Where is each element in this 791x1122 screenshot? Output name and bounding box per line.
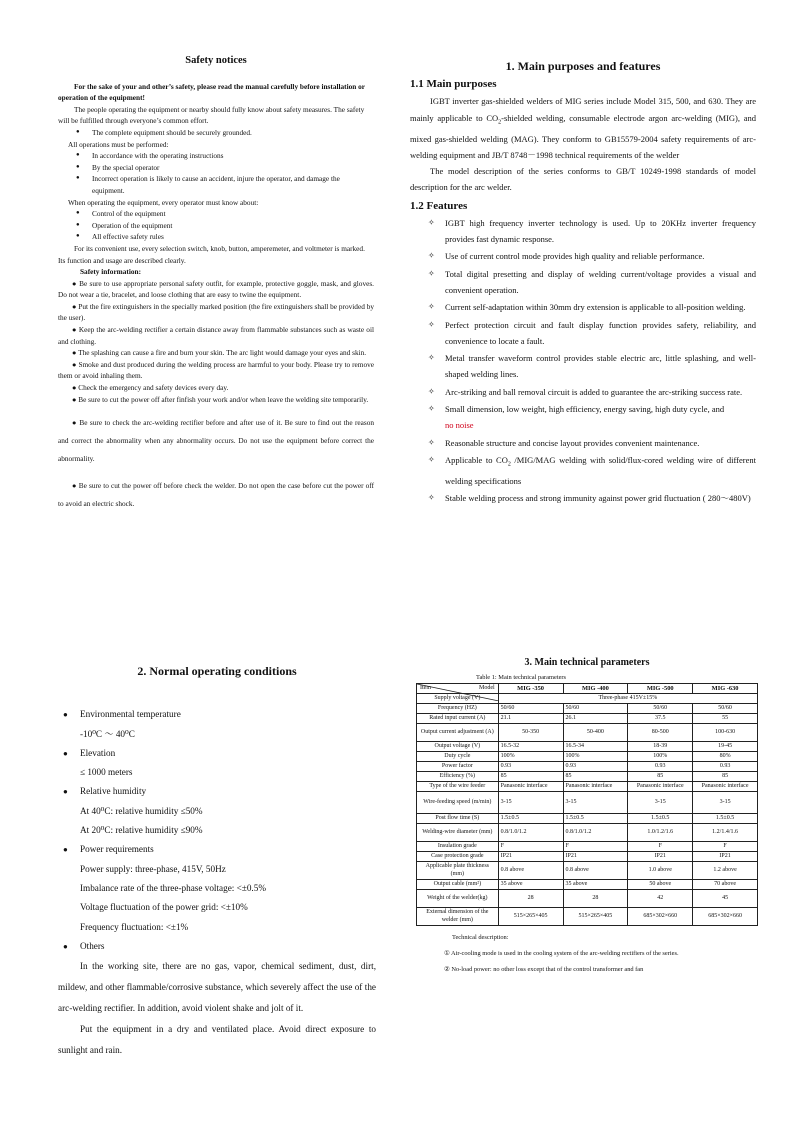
safety-intro: For the sake of your and other’s safety, please read the manual carefully before installation or operation of the equipment!: [58, 81, 365, 103]
table-cell: 0.93: [628, 762, 693, 772]
table-row: [417, 782, 758, 792]
table-cell: F: [693, 842, 758, 852]
table-cell: 100%: [498, 752, 563, 762]
table-cell: 35 above: [498, 880, 563, 890]
feature-item: ✧ Current self-adaptation within 30mm dry extension is applicable to all-position welding.: [410, 299, 756, 315]
condition-others-text: In the working site, there are no gas, vapor, chemical sediment, dust, dirt, mildew, and other flammable/corrosive substance, which severely affect the use of the arc-welding rectifier. In addition, avoid violent shake and jolt of it.: [58, 961, 376, 1014]
table-row: [417, 742, 758, 752]
table-cell: 80-500: [628, 724, 693, 742]
table-cell: 515×265×405: [563, 908, 628, 926]
technical-parameters-section: [416, 657, 758, 978]
table-cell: 0.93: [498, 762, 563, 772]
table-cell: 35 above: [563, 880, 628, 890]
safety-info-item: ● Be sure to cut the power off after finfish your work and/or when leave the welding site temporarily.: [72, 394, 369, 404]
condition-others-text: Put the equipment in a dry and ventilated place. Avoid direct exposure to sunlight and rain.: [58, 1024, 376, 1056]
header-item-label: Item: [420, 684, 431, 691]
header-model-label: Model: [479, 685, 495, 691]
safety-paragraph: For its convenient use, every selection switch, knob, button, amperemeter, and voltmeter is marked. Its function and usage are described clearly.: [58, 243, 365, 265]
purposes-features-section: [410, 58, 756, 508]
note-item: ② No-load power: no other loss except that of the control transformer and fan: [444, 966, 644, 973]
safety-bullet: ● By the special operator: [58, 162, 374, 174]
table-cell: 16.5-32: [498, 742, 563, 752]
table-cell: 685×302×660: [628, 908, 693, 926]
technical-notes: [444, 930, 758, 978]
table-cell: 18-39: [628, 742, 693, 752]
table-cell: 50 above: [628, 880, 693, 890]
table-cell: 0.93: [563, 762, 628, 772]
table-cell: 1.0 above: [628, 862, 693, 880]
table-cell: 50/60: [563, 704, 628, 714]
table-row: [417, 752, 758, 762]
safety-notices-title: Safety notices: [185, 55, 247, 66]
table-cell: 0.8/1.0/1.2: [563, 824, 628, 842]
feature-item: ✧ Applicable to $CO_2$ /MIG/MAG welding with solid/flux-cored welding wire of different welding specifications: [410, 452, 756, 489]
table-cell: 0.8 above: [498, 862, 563, 880]
table-corner-header: [417, 684, 499, 694]
feature-item: ✧ Reasonable structure and concise layout provides convenient maintenance.: [410, 435, 756, 451]
model-header: MIG -500: [628, 684, 693, 694]
table-cell: 42: [628, 890, 693, 908]
row-label: Output current adjustment (A): [417, 724, 499, 742]
table-cell: 19-45: [693, 742, 758, 752]
operating-conditions-section: [58, 662, 376, 1061]
table-cell: 37.5: [628, 714, 693, 724]
safety-info-title: Safety information:: [80, 267, 142, 277]
table-cell: 1.5±0.5: [563, 814, 628, 824]
row-label: Efficiency (%): [417, 772, 499, 782]
condition-power-value: Voltage fluctuation of the power grid: <±10%: [80, 902, 248, 913]
section2-title: 2. Normal operating conditions: [137, 664, 297, 678]
note-title: Technical description:: [452, 934, 509, 941]
condition-humidity-label: ● Relative humidity: [58, 782, 376, 801]
table-cell: IP21: [563, 852, 628, 862]
condition-power-label: ● Power requirements: [58, 840, 376, 859]
table-cell: F: [563, 842, 628, 852]
section1-title: 1. Main purposes and features: [505, 59, 661, 73]
table-cell: 85: [563, 772, 628, 782]
row-label: Power factor: [417, 762, 499, 772]
features-heading: 1.2 Features: [410, 199, 468, 212]
safety-info-item: ● Keep the arc-welding rectifier a certain distance away from flammable substances such as waste oil and clothing.: [58, 325, 374, 346]
row-label: Output cable (mm²): [417, 880, 499, 890]
condition-elev-value: ≤ 1000 meters: [80, 767, 133, 778]
row-label: Weight of the welder(kg): [417, 890, 499, 908]
table-cell: 3-15: [563, 792, 628, 814]
row-label: Output voltage (V): [417, 742, 499, 752]
feature-item: ✧ Small dimension, low weight, high efficiency, energy saving, high duty cycle, and no noise: [410, 401, 756, 434]
safety-bullet: ● All effective safety rules: [58, 231, 374, 243]
safety-notices-section: [58, 55, 374, 513]
table-cell: 0.8 above: [563, 862, 628, 880]
safety-bullet: ● Operation of the equipment: [58, 220, 374, 232]
feature-item: ✧ Arc-striking and ball removal circuit is added to guarantee the arc-striking success rate.: [410, 384, 756, 400]
note-item: ① Air-cooling mode is used in the cooling system of the arc-welding rectifiers of the series.: [444, 950, 679, 957]
table-cell: 55: [693, 714, 758, 724]
table-cell: 28: [498, 890, 563, 908]
safety-info-item: ● Be sure to check the arc-welding rectifier before and after use of it. Be sure to find out the reason and correct the abnormality when any abnormality occurs. Do not use the equipment before correct the abnormality.: [58, 418, 374, 464]
parameters-table: [416, 683, 758, 926]
purposes-paragraph: IGBT inverter gas-shielded welders of MIG series include Model 315, 500, and 630. They are mainly applicable to $CO_2$-shielded welding, consumable electrode argon arc-welding (MIG), and mixed gas-shielded welding (MAG). They conform to GB15579-2004 safety requirements of arc-welding equipment and JB/T 8748－1998 technical requirements of the welder: [410, 96, 757, 160]
section3-title: 3. Main technical parameters: [524, 657, 650, 668]
table-row: [417, 772, 758, 782]
table-cell: Panasonic interface: [563, 782, 628, 792]
feature-item: ✧ Use of current control mode provides high quality and reliable performance.: [410, 248, 756, 264]
supply-voltage-value: Three-phase 415V±15%: [498, 694, 757, 704]
table-cell: 16.5-34: [563, 742, 628, 752]
table-cell: 50/60: [693, 704, 758, 714]
row-label: Supply voltage (V): [417, 694, 499, 704]
model-header: MIG -350: [498, 684, 563, 694]
table-cell: 45: [693, 890, 758, 908]
row-label: Insulation grade: [417, 842, 499, 852]
row-label: Frequency (HZ): [417, 704, 499, 714]
table-row: [417, 762, 758, 772]
table-cell: 1.5±0.5: [628, 814, 693, 824]
condition-others-label: ● Others: [58, 937, 376, 956]
table-cell: 80%: [693, 752, 758, 762]
purposes-paragraph: The model description of the series conforms to GB/T 10249-1998 standards of model description for the arc welder.: [410, 166, 756, 193]
table-row: [417, 862, 758, 880]
row-label: External dimension of the welder (mm): [417, 908, 499, 926]
table-cell: Panasonic interface: [498, 782, 563, 792]
row-label: Type of the wire feeder: [417, 782, 499, 792]
row-label: Rated input current (A): [417, 714, 499, 724]
feature-item: ✧ Stable welding process and strong immunity against power grid fluctuation ( 280～480V): [410, 490, 756, 506]
table-cell: 100%: [628, 752, 693, 762]
condition-power-value: Imbalance rate of the three-phase voltage: <±0.5%: [80, 882, 266, 893]
table-cell: 21.1: [498, 714, 563, 724]
table-row: [417, 890, 758, 908]
condition-env-value: -10⁰C ～ 40⁰C: [80, 728, 135, 739]
table-cell: IP21: [628, 852, 693, 862]
table-caption: Table 1: Main technical parameters: [476, 674, 567, 681]
safety-info-item: ● The splashing can cause a fire and burn your skin. The arc light would damage your eyes and skin.: [72, 348, 367, 358]
table-cell: 50/60: [628, 704, 693, 714]
table-cell: Panasonic interface: [628, 782, 693, 792]
table-row: [417, 792, 758, 814]
table-cell: 1.0/1.2/1.6: [628, 824, 693, 842]
row-label: Welding-wire diameter (mm): [417, 824, 499, 842]
row-label: Post flow time (S): [417, 814, 499, 824]
condition-env-label: ● Environmental temperature: [58, 705, 376, 724]
safety-paragraph: When operating the equipment, every operator must know about:: [68, 197, 259, 207]
table-cell: IP21: [498, 852, 563, 862]
condition-humidity-value: At 40⁰C: relative humidity ≤50%: [80, 805, 203, 816]
table-row: [417, 814, 758, 824]
table-cell: 26.1: [563, 714, 628, 724]
table-cell: 3-15: [693, 792, 758, 814]
model-header: MIG -400: [563, 684, 628, 694]
table-cell: 1.2/1.4/1.6: [693, 824, 758, 842]
condition-elev-label: ● Elevation: [58, 744, 376, 763]
table-cell: 515×265×405: [498, 908, 563, 926]
model-header: MIG -630: [693, 684, 758, 694]
table-cell: F: [628, 842, 693, 852]
safety-info-item: ● Be sure to cut the power off before check the welder. Do not open the case before cut the power off to avoid an electric shock.: [58, 481, 375, 509]
no-noise-highlight: no noise: [445, 420, 474, 431]
table-cell: 100-630: [693, 724, 758, 742]
table-cell: 1.2 above: [693, 862, 758, 880]
table-cell: 3-15: [628, 792, 693, 814]
table-cell: 50-400: [563, 724, 628, 742]
table-cell: 1.5±0.5: [498, 814, 563, 824]
main-purposes-heading: 1.1 Main purposes: [410, 78, 497, 91]
condition-power-value: Frequency fluctuation: <±1%: [80, 921, 189, 932]
safety-paragraph: All operations must be performed:: [68, 139, 169, 149]
safety-bullet: ● In accordance with the operating instructions: [58, 150, 374, 162]
table-row: [417, 842, 758, 852]
table-row: [417, 714, 758, 724]
condition-power-value: Power supply: three-phase, 415V, 50Hz: [80, 863, 226, 874]
safety-info-item: ● Smoke and dust produced during the welding process are harmful to your body. Please try to remove them or avoid inhaling them.: [58, 359, 375, 381]
safety-bullet: ● Incorrect operation is likely to cause an accident, injure the operator, and damage the equipment.: [58, 173, 374, 196]
safety-bullet: ● The complete equipment should be securely grounded.: [58, 127, 374, 139]
table-row: [417, 824, 758, 842]
table-cell: 0.8/1.0/1.2: [498, 824, 563, 842]
safety-info-item: ● Be sure to use appropriate personal safety outfit, for example, protective goggle, mask, and gloves. Do not wear a tie, bracelet, and loose clothing that are easy to twine the equipment.: [58, 278, 374, 300]
table-cell: 50/60: [498, 704, 563, 714]
table-cell: 685×302×660: [693, 908, 758, 926]
table-row: [417, 908, 758, 926]
safety-paragraph: The people operating the equipment or nearby should fully know about safety measures. The safety will be fulfilled through everyone’s common effort.: [58, 104, 365, 126]
feature-item: ✧ IGBT high frequency inverter technology is used. Up to 20KHz inverter frequency provides fast dynamic response.: [410, 215, 756, 248]
safety-info-item: ● Check the emergency and safety devices every day.: [72, 383, 229, 393]
feature-item: ✧ Metal transfer waveform control provides stable electric arc, little splashing, and well-shaped welding lines.: [410, 350, 756, 383]
table-cell: 85: [628, 772, 693, 782]
row-label: Duty cycle: [417, 752, 499, 762]
table-cell: 0.93: [693, 762, 758, 772]
table-cell: 50-350: [498, 724, 563, 742]
table-row: [417, 724, 758, 742]
table-row: [417, 704, 758, 714]
table-cell: 70 above: [693, 880, 758, 890]
table-row: [417, 852, 758, 862]
table-cell: IP21: [693, 852, 758, 862]
safety-bullet: ● Control of the equipment: [58, 208, 374, 220]
table-cell: 100%: [563, 752, 628, 762]
table-cell: 85: [498, 772, 563, 782]
table-cell: Panasonic interface: [693, 782, 758, 792]
table-cell: 3-15: [498, 792, 563, 814]
feature-item: ✧ Total digital presetting and display of welding current/voltage provides a visual and convenient operation.: [410, 266, 756, 299]
table-row: [417, 880, 758, 890]
feature-item: ✧ Perfect protection circuit and fault display function provides safety, reliability, and convenience to locate a fault.: [410, 317, 756, 350]
condition-humidity-value: At 20⁰C: relative humidity ≤90%: [80, 825, 203, 836]
row-label: Applicable plate thickness (mm): [417, 862, 499, 880]
table-cell: F: [498, 842, 563, 852]
safety-info-item: ● Put the fire extinguishers in the specially marked position (the fire extinguishers shall be provided by the user).: [58, 301, 374, 323]
table-cell: 1.5±0.5: [693, 814, 758, 824]
table-cell: 85: [693, 772, 758, 782]
table-cell: 28: [563, 890, 628, 908]
row-label: Wire-feeding speed (m/min): [417, 792, 499, 814]
row-label: Case protection grade: [417, 852, 499, 862]
